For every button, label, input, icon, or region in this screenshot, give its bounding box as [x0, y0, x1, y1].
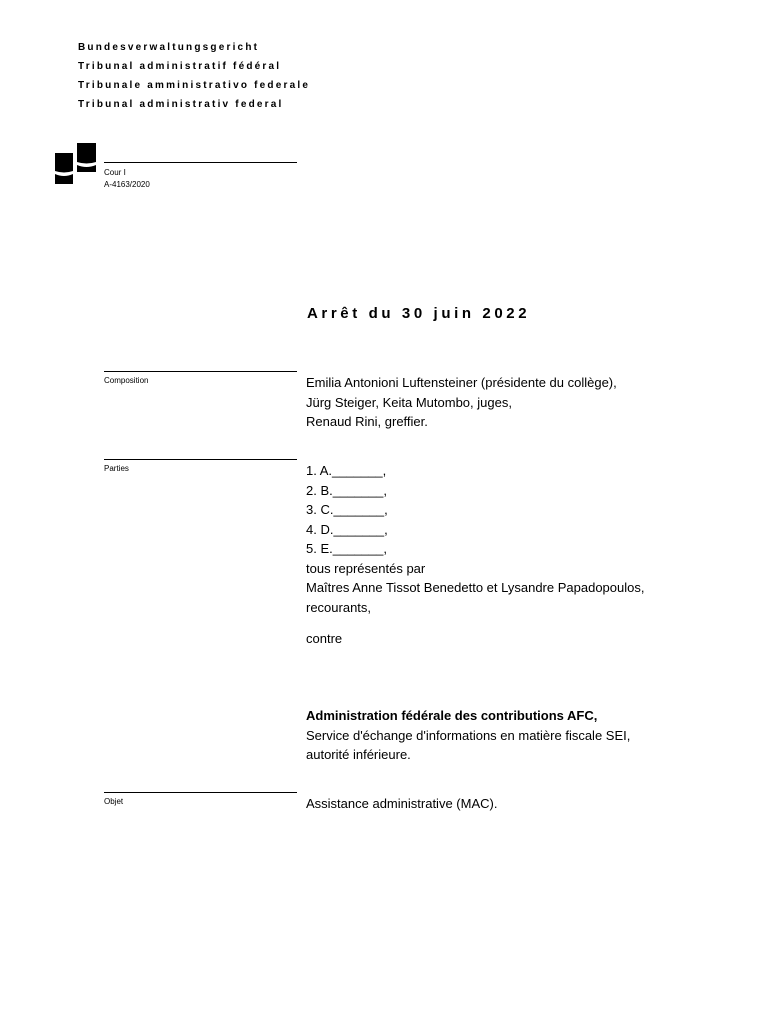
- composition-line: Jürg Steiger, Keita Mutombo, juges,: [306, 394, 512, 410]
- parties-divider: [104, 459, 297, 460]
- court-name-fr: Tribunal administratif fédéral: [78, 61, 282, 72]
- court-name-rm: Tribunal administrativ federal: [78, 99, 284, 110]
- object-divider: [104, 792, 297, 793]
- appellant: 3. C._______,: [306, 502, 388, 517]
- composition-divider: [104, 371, 297, 372]
- object-text: Assistance administrative (MAC).: [306, 796, 498, 811]
- representation-line: tous représentés par: [306, 560, 426, 576]
- appellant: 1. A._______,: [306, 463, 387, 478]
- swiss-federal-court-logo-icon: [55, 143, 97, 185]
- versus-text: contre: [306, 631, 343, 646]
- composition-label: Composition: [104, 376, 149, 385]
- header-divider: [104, 162, 297, 163]
- court-division: Cour I: [104, 168, 126, 177]
- respondent-name: Administration fédérale des contributions AFC,: [306, 708, 598, 723]
- appellant: 5. E._______,: [306, 541, 387, 556]
- case-number: A-4163/2020: [104, 180, 150, 189]
- page-title: Arrêt du 30 juin 2022: [307, 305, 531, 322]
- composition-line: Emilia Antonioni Luftensteiner (présidente du collège),: [306, 375, 617, 390]
- appellant: 4. D._______,: [306, 521, 388, 537]
- representation-line: Maîtres Anne Tissot Benedetto et Lysandre Papadopoulos,: [306, 580, 645, 595]
- court-names: [78, 38, 310, 114]
- respondent-detail: autorité inférieure.: [306, 747, 411, 762]
- court-name-de: Bundesverwaltungsgericht: [78, 42, 260, 53]
- composition-line: Renaud Rini, greffier.: [306, 414, 428, 429]
- composition-text: [306, 373, 617, 432]
- respondent: [306, 706, 630, 765]
- object-label: Objet: [104, 797, 124, 806]
- respondent-detail: Service d'échange d'informations en matière fiscale SEI,: [306, 727, 631, 743]
- court-name-it: Tribunale amministrativo federale: [78, 80, 311, 91]
- representation-line: recourants,: [306, 599, 372, 615]
- parties-appellants: [306, 461, 644, 617]
- appellant: 2. B._______,: [306, 482, 387, 498]
- parties-label: Parties: [104, 464, 129, 473]
